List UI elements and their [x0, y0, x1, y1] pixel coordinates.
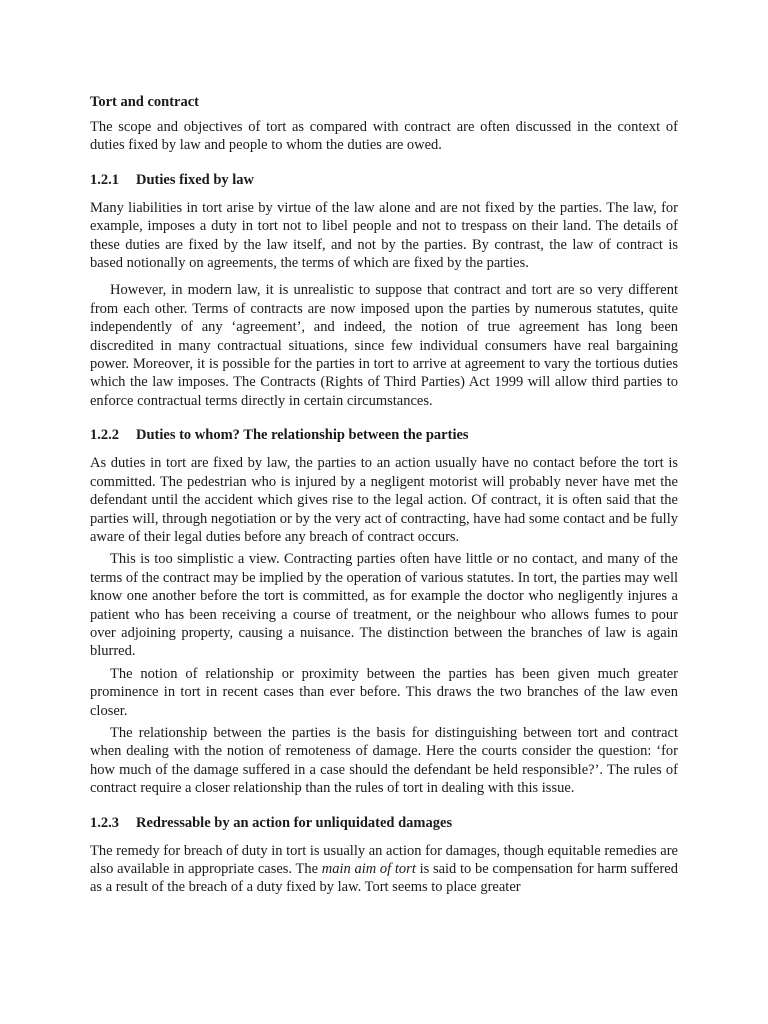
subsection-number: 1.2.1 [90, 171, 119, 188]
paragraph-text: is said to be compensation for harm suffered as a result of the breach of a duty fixed by law. Tort seems to place greater [90, 861, 678, 896]
paragraph: The notion of relationship or proximity between the parties has been given much greater prominence in tort in recent cases than ever before. This draws the two branches of the law even closer. [90, 665, 678, 719]
paragraph: Many liabilities in tort arise by virtue of the law alone and are not fixed by the parties. The law, for example, imposes a duty in tort not to libel people and not to trespass on their land. The details of these duties are fixed by the law itself, and not by the parties. By contrast, the law of contract is based notionally on agreements, the terms of which are fixed by the parties. [90, 199, 678, 272]
paragraph: As duties in tort are fixed by law, the parties to an action usually have no contact before the tort is committed. The pedestrian who is injured by a negligent motorist will probably never have met the defendant until the accident which gives rise to the legal action. Of contract, it is often said that the parties will, through negotiation or by the very act of contracting, have had some contact and be fully aware of their legal duties before any breach of contract occurs. [90, 455, 678, 545]
document-page [90, 92, 678, 897]
emphasis-text: main aim of tort [321, 861, 416, 877]
subsection-number: 1.2.3 [90, 814, 119, 831]
subsection-title: Duties to whom? The relationship between the parties [136, 427, 469, 444]
subsection-number: 1.2.2 [90, 427, 119, 444]
paragraph: The relationship between the parties is the basis for distinguishing between tort and contract when dealing with the notion of remoteness of damage. Here the courts consider the question: ‘for how much of the damage suffered in a case should the defendant be held responsible?’. The rules of contract require a closer relationship than the rules of tort in dealing with this issue. [90, 724, 678, 797]
paragraph: This is too simplistic a view. Contracting parties often have little or no contact, and many of the terms of the contract may be implied by the operation of various statutes. In tort, the parties may well know one another before the tort is committed, as for example the doctor who negligently injures a patient who has been receiving a course of treatment, or the neighbour who allows fumes to pour over adjoining property, causing a nuisance. The distinction between the branches of law is again blurred. [90, 551, 678, 660]
paragraph: However, in modern law, it is unrealistic to suppose that contract and tort are so very different from each other. Terms of contracts are now imposed upon the parties by numerous statutes, quite independently of any ‘agreement’, and indeed, the notion of true agreement has long been discredited in many contractual situations, since few individual consumers have real bargaining power. Moreover, it is possible for the parties in tort to arrive at agreement to vary the tortious duties which the law imposes. The Contracts (Rights of Third Parties) Act 1999 will allow third parties to enforce contractual terms directly in certain circumstances. [90, 282, 678, 409]
subsection-title: Redressable by an action for unliquidated damages [136, 814, 453, 831]
paragraph-text: The remedy for breach of duty in tort is usually an action for damages, though equitable remedies are also available in appropriate cases. The [90, 842, 678, 877]
subsection-title: Duties fixed by law [136, 171, 255, 188]
intro-paragraph: The scope and objectives of tort as compared with contract are often discussed in the context of duties fixed by law and people to whom the duties are owed. [90, 119, 678, 154]
subsection-heading-1-2-2 [90, 425, 678, 445]
paragraph [90, 842, 678, 897]
subsection-heading-1-2-1 [90, 170, 678, 190]
section-title: Tort and contract [90, 94, 200, 110]
subsection-heading-1-2-3 [90, 813, 678, 833]
